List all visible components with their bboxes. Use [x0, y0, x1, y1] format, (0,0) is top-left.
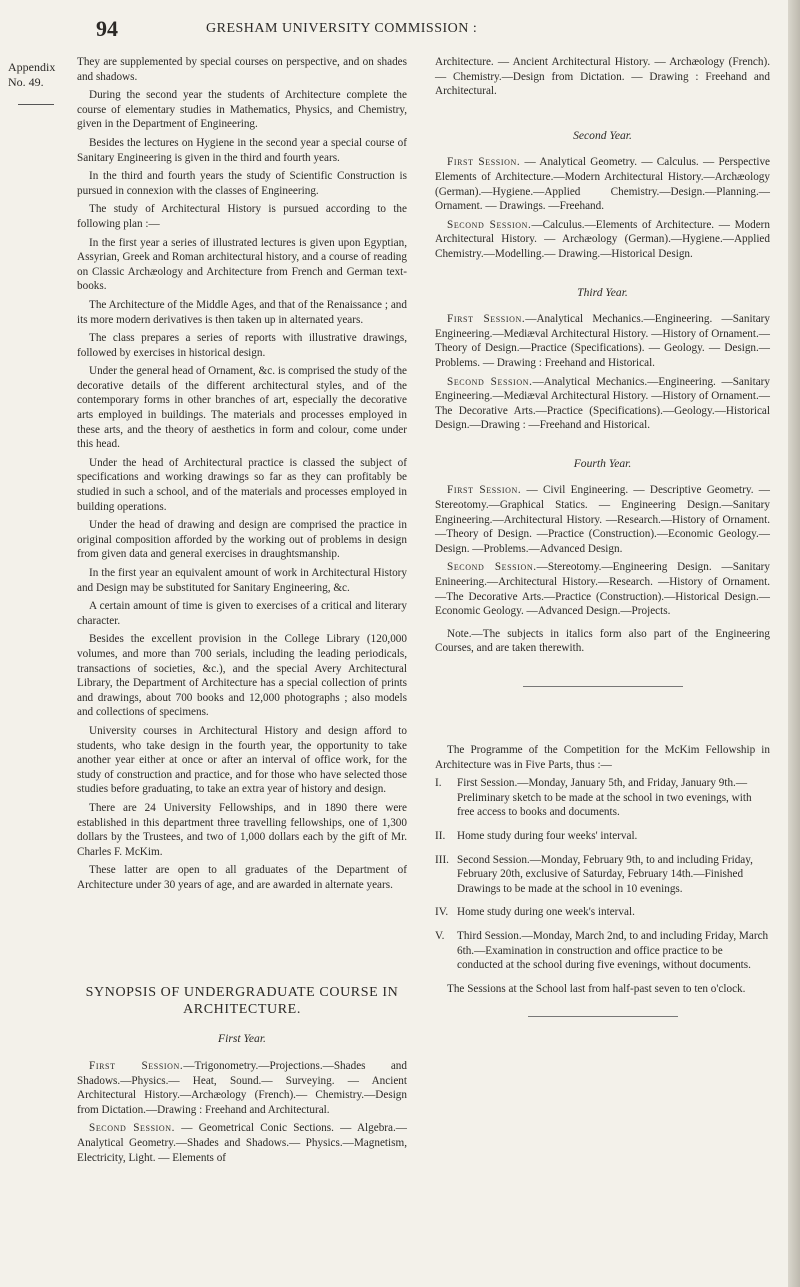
fourth-year-first-session: [435, 483, 770, 556]
item-text: First Session.—Monday, January 5th, and Friday, January 9th.—Preliminary sketch to be made at the school in two evenings, with free access to books and documents.: [457, 777, 752, 819]
page-number: 94: [96, 16, 118, 41]
session-label: First Session.: [89, 1060, 184, 1073]
item-number: III.: [435, 853, 449, 866]
paragraph: The Architecture of the Middle Ages, and that of the Renaissance ; and its more modern derivatives is then taken up in alternated years.: [77, 298, 407, 326]
third-year-second-session: [435, 375, 770, 433]
item-text: Home study during four weeks' interval.: [457, 829, 638, 842]
session-text: —Calculus.—Elements of Architecture. — Modern Architectural History. — Archæology (German).—Hygiene.—Applied Chemistry.—Modelling.— Drawing.—Historical Design.: [435, 218, 770, 260]
item-text: Home study during one week's interval.: [457, 906, 635, 919]
list-item: [435, 929, 770, 973]
list-item: [435, 905, 770, 920]
paragraph: During the second year the students of Architecture complete the course of elementary studies in Mathematics, Physics, and Chemistry, given in the Department of Engineering.: [77, 89, 407, 131]
item-number: IV.: [435, 906, 449, 919]
synopsis-title: SYNOPSIS OF UNDERGRADUATE COURSE IN ARCHITECTURE.: [85, 985, 399, 1018]
paragraph: University courses in Architectural History and design afford to students, who take design in the fourth year, the opportunity to take another year either at once or after an interval of office work, for the study of construction and practice, and for those who have selected those studies before graduating, to take an extra year of history and design.: [77, 724, 407, 796]
paragraph: They are supplemented by special courses on perspective, and on shades and shadows.: [77, 56, 407, 83]
session-label: First Session.: [447, 484, 522, 497]
first-year-second-session: [77, 1121, 407, 1165]
second-year-heading: Second Year.: [573, 128, 632, 142]
session-label: First Session.: [447, 313, 526, 326]
session-label: Second Session.: [89, 1122, 176, 1135]
closing-paragraph: The Sessions at the School last from half-past seven to ten o'clock.: [447, 982, 746, 995]
session-text: —Stereotomy.—Engineering Design. —Sanitary Enineering.—Architectural History.—Research. —History of Ornament.—The Decorative Arts.—Practice (Construction).—Historical Design.—Economic Geology. —Advanced Design.—Projects.: [435, 561, 770, 618]
third-year-first-session: [435, 312, 770, 370]
session-label: Second Session.: [447, 375, 533, 388]
session-text: — Civil Engineering. — Descriptive Geometry. — Stereotomy.—Graphical Statics. — Engineering Design.—Sanitary Engineering.—Architectural History. —Research.—History of Ornament.—Theory of Design. —Practice (Construction).—Economic Geology.—Design. —Problems.—Advanced Design.: [435, 484, 770, 555]
paragraph: These latter are open to all graduates of the Department of Architecture under 30 years of age, and are awarded in alternate years.: [77, 864, 407, 891]
appendix-margin-note: Appendix No. 49.: [8, 60, 56, 89]
running-head: GRESHAM UNIVERSITY COMMISSION :: [206, 21, 478, 36]
paragraph: There are 24 University Fellowships, and in 1890 there were established in this department three travelling fellowships, one of 1,300 dollars by the Trustees, and two of 1,000 dollars each by the gift of Mr. Charles F. McKim.: [77, 801, 407, 858]
paragraph: The study of Architectural History is pursued according to the following plan :—: [77, 203, 407, 230]
list-item: [435, 829, 770, 844]
page-edge: [788, 0, 800, 1287]
list-item: [435, 776, 770, 820]
paragraph: Under the general head of Ornament, &c. is comprised the study of the decorative details of the different architectural styles, and of the contemporary forms in other branches of art, especially the decorative arts employed in buildings. The materials and processes employed in these arts, and the theory of aesthetics in form and colour, come under this head.: [77, 365, 407, 451]
left-column: [77, 55, 407, 1169]
list-item: [435, 853, 770, 897]
programme-list: [435, 776, 770, 973]
third-year-heading: Third Year.: [577, 285, 628, 299]
paragraph: Under the head of drawing and design are comprised the practice in original composition afforded by the working out of problems in design from given data and general exercises in draughtsmanship.: [77, 519, 407, 561]
first-year-first-session: [77, 1059, 407, 1117]
paragraph: In the first year an equivalent amount of work in Architectural History and Design may be substituted for Sanitary Engineering, &c.: [77, 567, 407, 594]
item-number: II.: [435, 829, 446, 842]
paragraph: A certain amount of time is given to exercises of a critical and literary character.: [77, 600, 407, 627]
session-text: —Analytical Mechanics.—Engineering. —Sanitary Engineering.—Mediæval Architectural History. —History of Ornament.—The Decorative Arts.—Practice (Specifications).—Geology.—Historical Design.—Drawing : —Freehand and Historical.: [435, 375, 770, 432]
first-year-heading: First Year.: [218, 1032, 266, 1046]
item-number: V.: [435, 929, 445, 942]
session-text: — Geometrical Conic Sections. — Algebra.—Analytical Geometry.—Shades and Shadows.— Physics.—Magnetism, Electricity, Light. — Elements of: [77, 1122, 407, 1164]
session-text: — Analytical Geometry. — Calculus. — Perspective Elements of Architecture.—Modern Architectural History.—Archæology (German).—Hygiene.—Applied Chemistry.—Design.—Planning.—Ornament. — Drawings. —Freehand.: [435, 156, 771, 213]
session-label: First Session.: [447, 156, 521, 169]
paragraph: Besides the excellent provision in the College Library (120,000 volumes, and more than 700 serials, including the leading periodicals, transactions of societies, &c.), and the special Avery Architectural Library, the Department of Architecture has a special collection of prints and drawings, about 700 books and 12,000 photographs ; also models and collections of specimens.: [77, 633, 407, 719]
session-text: —Analytical Mechanics.—Engineering. —Sanitary Engineering.—Mediæval Architectural History. —History of Ornament.—Theory of Design.—Practice (Specifications). — Geology. — Design.—Problems. — Drawing : Freehand and Historical.: [435, 313, 770, 369]
second-year-second-session: [435, 218, 770, 262]
paragraph: In the first year a series of illustrated lectures is given upon Egyptian, Assyrian, Greek and Roman architectural history, and a course of reading on Classic Archæology and Architecture from French and German text-books.: [77, 236, 407, 293]
paragraph: In the third and fourth years the study of Scientific Construction is pursued in connexion with the classes of Engineering.: [77, 170, 407, 197]
end-divider: [528, 1016, 678, 1017]
fourth-year-second-session: [435, 560, 770, 618]
note: Note.—The subjects in italics form also part of the Engineering Courses, and are taken therewith.: [435, 627, 770, 655]
margin-rule: [18, 104, 54, 105]
paragraph: Besides the lectures on Hygiene in the second year a special course of Sanitary Engineering is given in the third and fourth years.: [77, 136, 407, 164]
session-text: —Trigonometry.—Projections.—Shades and Shadows.—Physics.— Heat, Sound.— Surveying. — Ancient Architectural History.—Archæology (French).— Chemistry.—Design from Dictation.—Drawing : Freehand and Architectural.: [77, 1060, 407, 1116]
right-column: [435, 55, 770, 1029]
second-year-first-session: [435, 155, 770, 213]
section-divider: [523, 686, 683, 687]
session-label: Second Session.: [447, 218, 532, 231]
fourth-year-heading: Fourth Year.: [573, 456, 632, 470]
item-text: Third Session.—Monday, March 2nd, to and including Friday, March 6th.—Examination in construction and office practice to be conducted at the school during five evenings, without documents.: [457, 929, 769, 972]
paragraph: Under the head of Architectural practice is classed the subject of specifications and working drawings so far as they can profitably be studied in such a school, and of the materials and processes employed in building operations.: [77, 456, 407, 513]
continued-text: Architecture. — Ancient Architectural History. — Archæology (French). — Chemistry.—Design from Dictation. — Drawing : Freehand and Architectural.: [435, 56, 770, 98]
item-number: I.: [435, 777, 442, 790]
paragraph: The class prepares a series of reports with illustrative drawings, followed by exercises in historical design.: [77, 332, 407, 359]
session-label: Second Session.: [447, 561, 537, 574]
programme-intro: The Programme of the Competition for the McKim Fellowship in Architecture was in Five Parts, thus :—: [435, 744, 770, 771]
item-text: Second Session.—Monday, February 9th, to and including Friday, February 20th, exclusive of Saturday, February 14th.—Finished Drawings to be made at the school in 10 evenings.: [457, 853, 753, 895]
